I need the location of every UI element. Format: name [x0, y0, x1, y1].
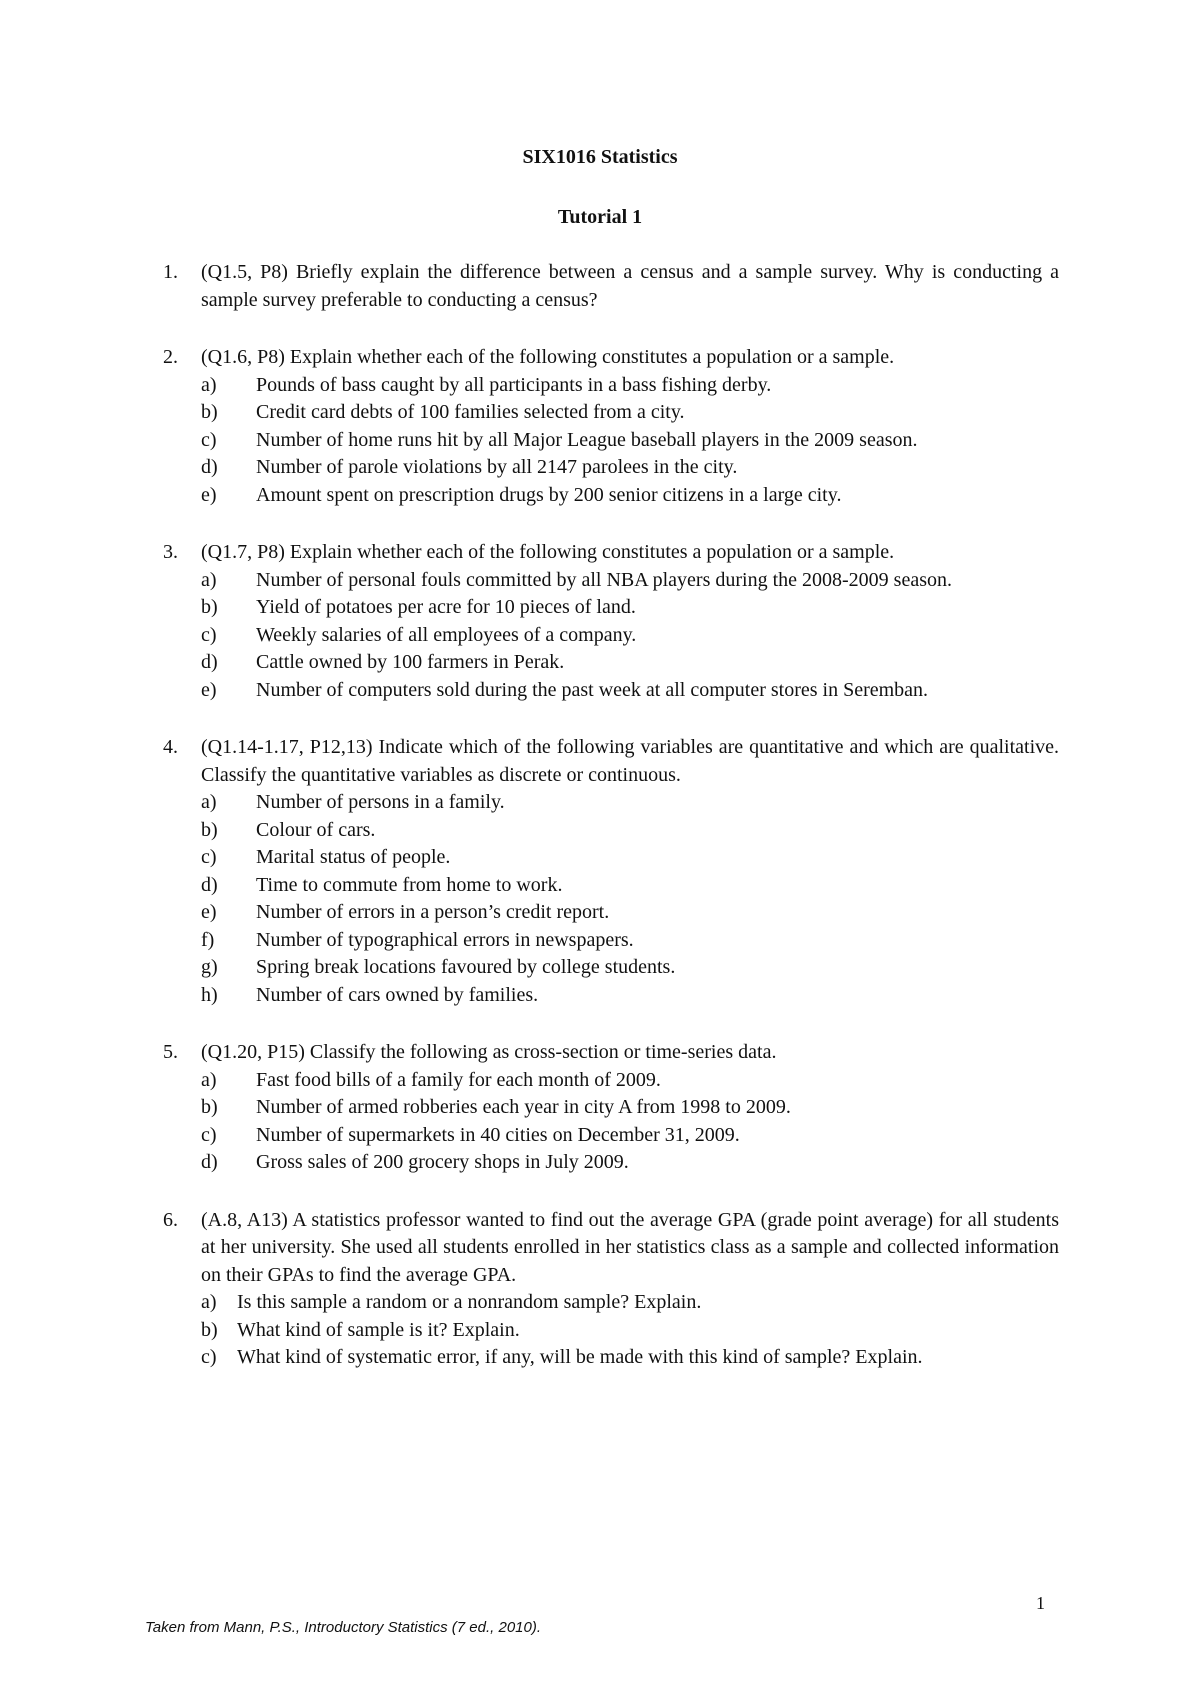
sub-question-label: g)	[201, 956, 218, 978]
sub-question-text: Fast food bills of a family for each month of 2009.	[256, 1068, 661, 1091]
sub-question	[201, 677, 1059, 705]
sub-question-label: a)	[201, 1068, 217, 1091]
sub-question-text: Spring break locations favoured by college students.	[256, 956, 676, 978]
sub-question	[201, 622, 1059, 650]
sub-question-text: Marital status of people.	[256, 846, 451, 868]
sub-question-label: c)	[201, 1346, 217, 1368]
sub-question	[201, 594, 1059, 622]
sub-question-text: Weekly salaries of all employees of a company.	[256, 623, 637, 646]
question-text: (Q1.6, P8) Explain whether each of the following constitutes a population or a sample.	[201, 346, 895, 368]
sub-question	[201, 1344, 1059, 1372]
sub-question-label: d)	[201, 456, 218, 478]
sub-question-label: a)	[201, 1291, 217, 1313]
sub-question	[201, 872, 1059, 900]
sub-question	[201, 1289, 1059, 1317]
sub-question-text: Number of cars owned by families.	[256, 983, 539, 1006]
question-text: (Q1.5, P8) Briefly explain the difference between a census and a sample survey. Why is conducting a sample survey preferable to conducting a census?	[201, 261, 1059, 311]
sub-question-label: f)	[201, 928, 215, 951]
sub-question	[201, 899, 1059, 927]
sub-question-label: e)	[201, 483, 217, 506]
sub-question-text: Gross sales of 200 grocery shops in July 2009.	[256, 1151, 629, 1173]
sub-question-label: b)	[201, 596, 218, 618]
sub-question-text: Amount spent on prescription drugs by 200 senior citizens in a large city.	[256, 483, 842, 506]
sub-question-label: a)	[201, 373, 217, 396]
sub-question-list	[201, 372, 1059, 510]
tutorial-title: Tutorial 1	[557, 206, 643, 228]
sub-question-text: Number of personal fouls committed by all NBA players during the 2008-2009 season.	[256, 568, 952, 591]
sub-question-text: Credit card debts of 100 families selected from a city.	[256, 401, 685, 423]
sub-question-text: Number of parole violations by all 2147 parolees in the city.	[256, 456, 738, 478]
sub-question	[201, 427, 1059, 455]
question-5	[163, 1039, 1059, 1177]
question-text: (Q1.20, P15) Classify the following as cross-section or time-series data.	[201, 1041, 777, 1063]
question-text: (Q1.7, P8) Explain whether each of the following constitutes a population or a sample.	[201, 541, 895, 563]
sub-question-label: c)	[201, 1123, 217, 1146]
sub-question	[201, 454, 1059, 482]
sub-question	[201, 927, 1059, 955]
sub-question-text: Colour of cars.	[256, 818, 376, 841]
sub-question-text: Number of armed robberies each year in city A from 1998 to 2009.	[256, 1096, 791, 1118]
sub-question	[201, 954, 1059, 982]
sub-question-text: What kind of sample is it? Explain.	[237, 1318, 520, 1341]
sub-question	[201, 399, 1059, 427]
sub-question-label: d)	[201, 873, 218, 896]
sub-question	[201, 1149, 1059, 1177]
sub-question-label: a)	[201, 791, 217, 813]
sub-question	[201, 844, 1059, 872]
sub-question	[201, 649, 1059, 677]
sub-question-list	[201, 1067, 1059, 1177]
sub-question-label: d)	[201, 1151, 218, 1173]
sub-question-text: Number of typographical errors in newspapers.	[256, 928, 634, 951]
sub-question-list	[201, 789, 1059, 1009]
sub-question-text: Number of supermarkets in 40 cities on December 31, 2009.	[256, 1123, 740, 1146]
sub-question-label: c)	[201, 623, 217, 646]
sub-question-text: Time to commute from home to work.	[256, 873, 563, 896]
question-number: 2.	[163, 346, 178, 368]
question-3	[163, 539, 1059, 704]
sub-question-label: c)	[201, 428, 217, 451]
sub-question-text: Number of errors in a person’s credit report.	[256, 901, 610, 923]
sub-question-text: Yield of potatoes per acre for 10 pieces of land.	[256, 596, 636, 618]
sub-question	[201, 982, 1059, 1010]
sub-question	[201, 1067, 1059, 1095]
question-list	[163, 259, 1059, 1402]
sub-question	[201, 482, 1059, 510]
sub-question-text: Cattle owned by 100 farmers in Perak.	[256, 651, 565, 673]
sub-question-label: e)	[201, 901, 217, 923]
sub-question-text: Is this sample a random or a nonrandom sample? Explain.	[237, 1291, 702, 1313]
question-number: 3.	[163, 541, 178, 563]
question-1	[163, 259, 1059, 314]
sub-question-label: d)	[201, 651, 218, 673]
sub-question-label: h)	[201, 983, 218, 1006]
sub-question-list	[201, 1289, 1059, 1372]
question-number: 1.	[163, 261, 178, 283]
sub-question-label: b)	[201, 401, 218, 423]
sub-question	[201, 1094, 1059, 1122]
sub-question	[201, 817, 1059, 845]
sub-question-text: What kind of systematic error, if any, will be made with this kind of sample? Explain.	[237, 1346, 923, 1368]
question-text: (Q1.14-1.17, P12,13) Indicate which of the following variables are quantitative and which are qualitative. Classify the quantitative variables as discrete or continuous.	[201, 736, 1059, 786]
sub-question-label: c)	[201, 846, 217, 868]
sub-question-text: Pounds of bass caught by all participants in a bass fishing derby.	[256, 373, 772, 396]
sub-question-list	[201, 567, 1059, 705]
sub-question	[201, 567, 1059, 595]
sub-question	[201, 372, 1059, 400]
page-number: 1	[1036, 1593, 1045, 1613]
sub-question-label: b)	[201, 1318, 218, 1341]
question-4	[163, 734, 1059, 1009]
sub-question	[201, 789, 1059, 817]
sub-question-label: e)	[201, 678, 217, 701]
sub-question	[201, 1317, 1059, 1345]
question-6	[163, 1207, 1059, 1372]
sub-question-label: b)	[201, 818, 218, 841]
sub-question	[201, 1122, 1059, 1150]
source-citation: Taken from Mann, P.S., Introductory Statistics (7 ed., 2010).	[145, 1619, 542, 1636]
course-title: SIX1016 Statistics	[522, 146, 678, 168]
sub-question-label: b)	[201, 1096, 218, 1118]
question-number: 6.	[163, 1208, 178, 1231]
sub-question-text: Number of computers sold during the past week at all computer stores in Seremban.	[256, 678, 929, 701]
question-2	[163, 344, 1059, 509]
sub-question-text: Number of persons in a family.	[256, 791, 505, 813]
question-text: (A.8, A13) A statistics professor wanted to find out the average GPA (grade point average) for all students at her university. She used all students enrolled in her statistics class as a sample and collected information on their GPAs to find the average GPA.	[201, 1208, 1059, 1286]
question-number: 4.	[163, 736, 178, 758]
question-number: 5.	[163, 1041, 178, 1063]
sub-question-text: Number of home runs hit by all Major League baseball players in the 2009 season.	[256, 428, 918, 451]
sub-question-label: a)	[201, 568, 217, 591]
